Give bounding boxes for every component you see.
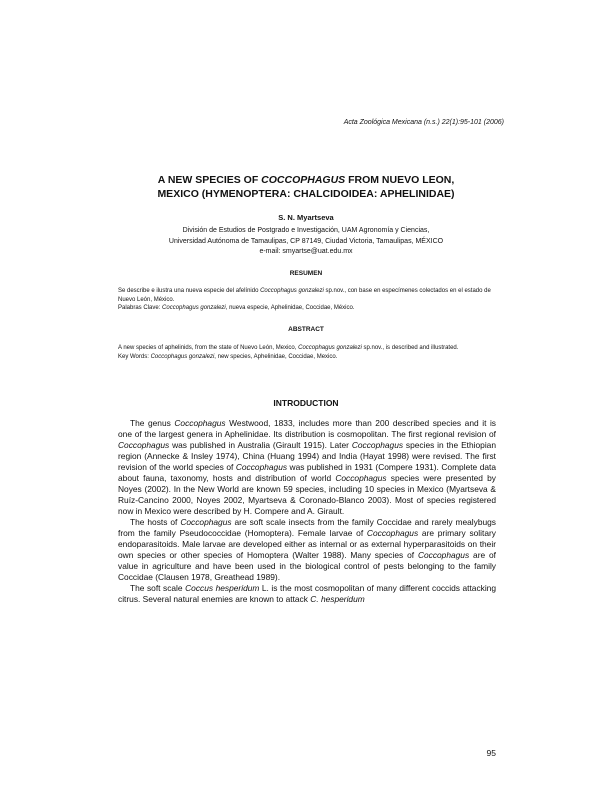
keywords-label: Palabras Clave: — [118, 305, 161, 311]
taxon-name: Coccophagus — [351, 440, 404, 450]
affiliation-line: División de Estudios de Postgrado e Investigación, UAM Agronomía y Ciencias, — [182, 227, 430, 234]
taxon-name: Coccophagus — [366, 528, 419, 538]
abstract-heading: ABSTRACT — [288, 326, 324, 333]
text-run: Westwood, 1833, includes more than 200 described species and it is one of the largest genera in Aphelinidae. Its distribution is cosmopolitan. The first regional revision of — [118, 418, 496, 439]
text-run: are soft scale insects from the family Coccidae and rarely mealybugs from the family Pseudococcidae (Homoptera). Female larvae of — [118, 517, 496, 538]
species-name: Coccophagus gonzalezi — [298, 345, 362, 351]
title-line-2: MEXICO (HYMENOPTERA: CHALCIDOIDEA: APHELINIDAE) — [157, 188, 455, 200]
taxon-name: C. hesperidum — [310, 594, 365, 604]
title-text: FROM NUEVO LEON, — [345, 174, 455, 186]
email: e-mail: smyartse@uat.edu.mx — [259, 248, 353, 255]
text-run: species in the Ethiopian region (Annecke & Insley 1974), China (Huang 1994) and India (Hayat 1998) were revised. The first revision of the world species of — [118, 440, 496, 472]
abstract-text — [118, 344, 496, 353]
resumen-text — [118, 287, 496, 304]
taxon-name: Coccus hesperidum — [185, 583, 260, 593]
author-name: S. N. Myartseva — [278, 213, 334, 222]
taxon-name: Coccophagus — [174, 418, 226, 428]
title-text: A NEW SPECIES OF — [157, 174, 262, 186]
resumen-heading: RESUMEN — [289, 270, 323, 277]
text-run: The genus — [130, 418, 175, 428]
affiliation-line: Universidad Autónoma de Tamaulipas, CP 87149, Ciudad Victoria, Tamaulipas, MÉXICO — [168, 237, 444, 245]
paragraph — [118, 418, 496, 517]
text: A new species of aphelinids, from the state of Nuevo León, Mexico, — [118, 345, 299, 351]
taxon-name: Coccophagus — [235, 462, 288, 472]
taxon-name: Coccophagus — [180, 517, 232, 527]
keywords-label: Key Words: — [118, 353, 149, 360]
text-run: was published in 1931 (Compere 1931). Complete data about fauna, taxonomy, hosts and distribution of world — [118, 462, 496, 483]
paragraph — [118, 517, 496, 583]
article-title — [110, 173, 502, 201]
text-run: L. is the most cosmopolitan of many different coccids attacking citrus. Several natural enemies are known to attack — [118, 583, 496, 604]
taxon-name: Coccophagus — [118, 440, 170, 450]
abstract-block — [118, 344, 496, 361]
text-run: The hosts of — [130, 517, 181, 527]
introduction-body — [118, 418, 496, 605]
text: , nueva especie, Aphelinidae, Coccidae, México. — [225, 305, 355, 311]
text-run: species were presented by Noyes (2002). In the New World are known 59 species, including 10 species in Mexico (Myartseva & Ruíz-Cancino 2000, Noyes 2002, Myartseva & Coronado-Blanco 2003). Most of species registered now in Mexico were described by H. Compere and A. Girault. — [118, 473, 496, 516]
text-run: The soft scale — [130, 583, 186, 593]
text-run: are of value in agriculture and have been used in the biological control of pests belonging to the family Coccidae (Clausen 1978, Greathead 1989). — [118, 550, 497, 582]
journal-reference: Acta Zoológica Mexicana (n.s.) 22(1):95-101 (2006) — [343, 119, 504, 126]
resumen-keywords — [118, 304, 496, 313]
text: sp.nov., con base en especímenes colectados en el estado de Nuevo León, México. — [118, 288, 491, 303]
species-name: Coccophagus gonzalezi — [260, 288, 324, 294]
title-genus: COCCOPHAGUS — [261, 174, 346, 186]
introduction-heading: INTRODUCTION — [273, 398, 339, 408]
title-line-1 — [110, 173, 502, 187]
abstract-keywords — [118, 353, 496, 362]
paragraph — [118, 583, 496, 605]
text: , new species, Aphelinidae, Coccidae, Mexico. — [214, 353, 338, 360]
taxon-name: Coccophagus — [417, 550, 470, 560]
page-number: 95 — [486, 748, 496, 758]
text: Se describe e ilustra una nueva especie del afelínido — [118, 288, 261, 294]
affiliation — [110, 226, 502, 258]
taxon-name: Coccophagus — [335, 473, 387, 483]
text-run: are primary solitary endoparasitoids. Male larvae are developed either as internal or as external hyperparasitoids on their own species or other species of Homoptera (Walter 1988). Many species of — [118, 528, 496, 560]
species-name: Coccophagus gonzalezi — [148, 353, 215, 360]
text: sp.nov., is described and illustrated. — [361, 345, 459, 351]
text-run: was published in Australia (Girault 1915). Later — [169, 440, 352, 450]
resumen-block — [118, 287, 496, 313]
species-name: Coccophagus gonzalezi — [160, 305, 226, 311]
